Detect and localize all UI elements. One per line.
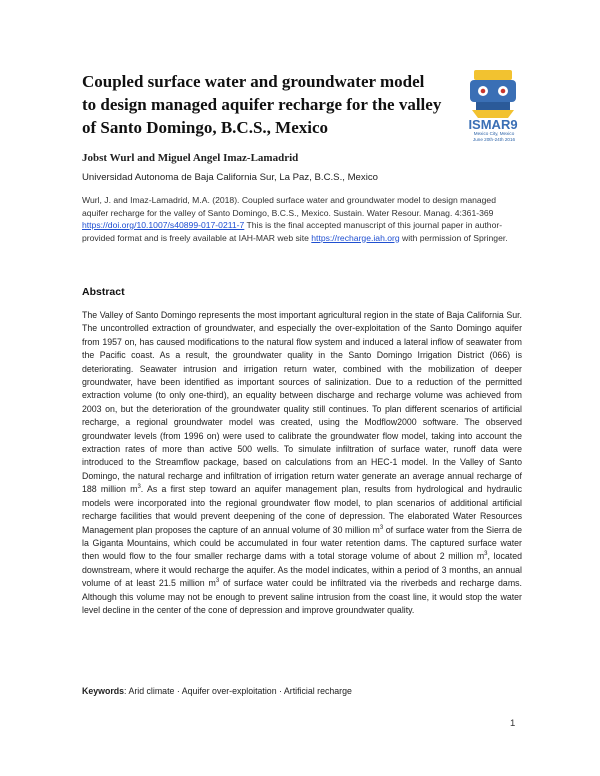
- abstract-text: . As a first step toward an aquifer management plan, results from hydrological and hydraulic models were incorporated into the regional groundwater flow model, to plan scenarios of additional artificial recharge facilities that would prevent deepening of the cone of depression. The elaborated Water Resources Management plan proposes the capture of an annual volume of 30 million m: [82, 484, 522, 535]
- citation-text-middle: This is the final accepted manuscript of this journal paper in author-provided format and is freely available at IAH-MAR web site: [82, 220, 503, 243]
- page-number: 1: [510, 718, 516, 729]
- abstract-text: of surface water from the Sierra de la Giganta Mountains, which could be accumulated in four water retention dams. The captured surface water then would flow to the four smaller recharge dams with a total storage volume of about 2 million m: [82, 524, 522, 562]
- logo-caption: [462, 131, 526, 143]
- doi-link[interactable]: https://doi.org/10.1007/s40899-017-0211-7: [82, 220, 245, 230]
- superscript: 3: [137, 484, 141, 491]
- citation-note: [82, 194, 522, 244]
- logo-text: ISMAR9: [468, 117, 518, 132]
- superscript: 3: [484, 551, 488, 558]
- keywords-label: Keywords: [82, 686, 125, 696]
- authors: Jobst Wurl and Miguel Angel Imaz-Lamadrid: [82, 152, 299, 164]
- abstract-text: , located downstream, where it would recharge the aquifer. As the model indicates, within a period of 3 months, an annual volume of at least 21.5 million m: [82, 551, 522, 589]
- logo-caption-line2: June 20th-24th 2016: [472, 137, 516, 142]
- superscript: 3: [379, 524, 384, 531]
- superscript: 3: [215, 578, 220, 585]
- paper-title: Coupled surface water and groundwater model to design managed aquifer recharge for the valley of Santo Domingo, B.C.S., Mexico: [82, 72, 442, 137]
- abstract-heading: Abstract: [82, 286, 125, 298]
- keywords: [82, 686, 352, 696]
- iah-site-link[interactable]: https://recharge.iah.org: [311, 232, 400, 243]
- abstract-text: The Valley of Santo Domingo represents the most important agricultural region in the state of Baja California Sur. The uncontrolled extraction of groundwater, and especially the over-exploitation of the Santo Domingo aquifer from 1957 on, has caused modifications to the natural flow system and induced a lateral inflow of seawater from the Pacific coast. As a result, the groundwater quality in the Santo Domingo Irrigation District (066) is deteriorating. Seawater intrusion and irrigation return water, combined with the mobilization of deeper groundwater, have been identified as important sources of salinization. Due to a reduction of the permitted extraction volume (to only one-third), an equality between discharge and recharge volume was achieved from 2003 on, but the deterioration of the groundwater quality still continues. To plan different scenarios of artificial recharge, a regional groundwater model was created, using the Modflow2000 software. The observed groundwater levels (from 1996 on) were used to calibrate the groundwater flow model, taking into account the extraction rates of more than active 500 wells. To simulate infiltration of surface water, runoff data were introduced to the Streamflow package, based on calculations from an HEC-1 model. In the Valley of Santo Domingo, the natural recharge and infiltration of irrigation return water generate an average annual recharge of 188 million m: [82, 310, 522, 495]
- citation-text: Wurl, J. and Imaz-Lamadrid, M.A. (2018). Coupled surface water and groundwater model to design managed aquifer recharge for the valley of Santo Domingo, B.C.S., Mexico. Sustain. Water Resour. Manag. 4:361-369: [82, 195, 496, 218]
- citation-text-end: with permission of Springer.: [399, 232, 508, 243]
- abstract-text: of surface water could be infiltrated via the riverbeds and recharge dams. Although this volume may not be enough to prevent saline intrusion from the coast line, it would stop the water level decline in the center of the cone of depression and improve groundwater quality.: [82, 578, 522, 615]
- affiliation: Universidad Autonoma de Baja California Sur, La Paz, B.C.S., Mexico: [82, 172, 378, 183]
- abstract-body: [82, 309, 522, 617]
- logo-caption-line1: Mexico City, Mexico: [473, 131, 515, 136]
- keywords-value: : Arid climate · Aquifer over-exploitation · Artificial recharge: [124, 686, 352, 696]
